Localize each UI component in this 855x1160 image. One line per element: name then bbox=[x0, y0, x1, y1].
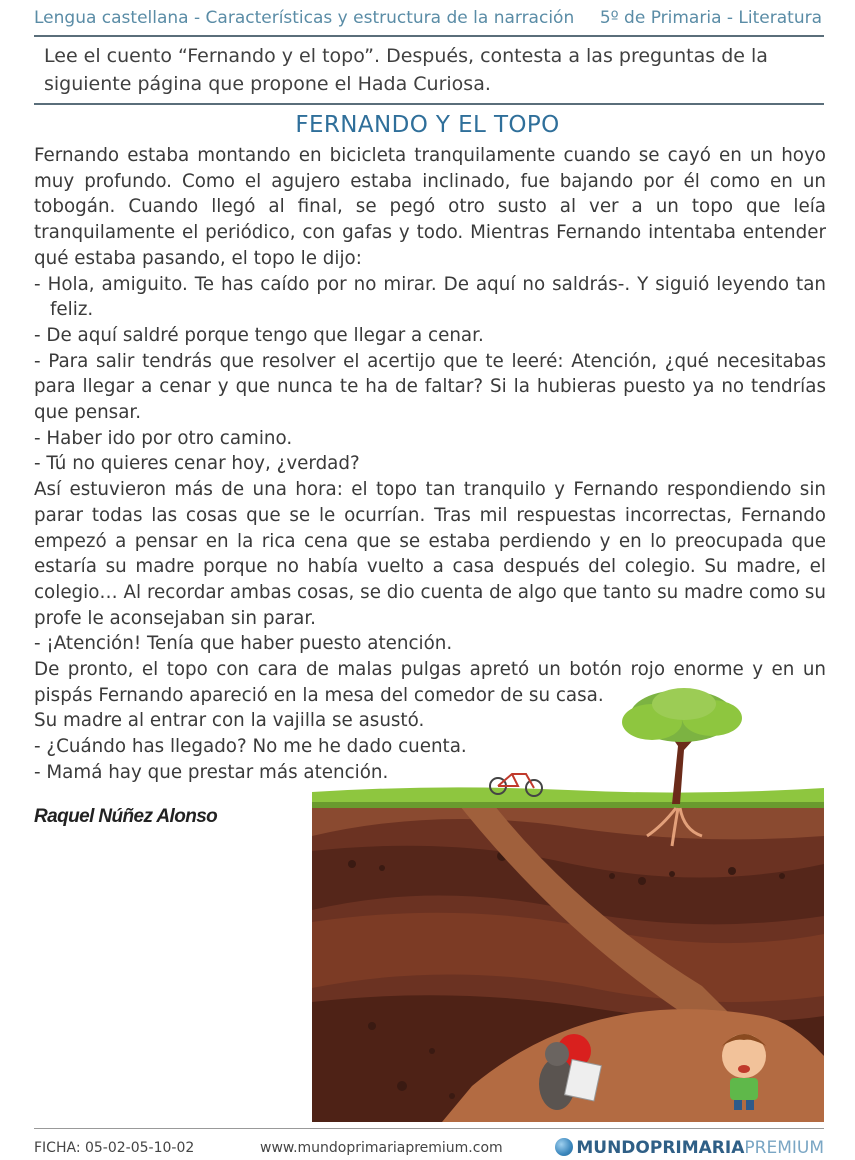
footer-divider bbox=[34, 1128, 824, 1129]
header-divider bbox=[34, 35, 824, 37]
paragraph: Así estuvieron más de una hora: el topo tan tranquilo y Fernando respondiendo sin parar todas las cosas que se le ocurrían. Tras mil respuestas incorrectas, Fernando empezó a pensar en la rica cena que se estaba perdiendo y en lo preocupada que estaría su madre porque no había vuelto a casa después del colegio. Su madre, el colegio… Al recordar ambas cosas, se dio cuenta de algo que tanto su madre como su profe le aconsejaban sin parar. bbox=[34, 479, 826, 629]
dialogue-line: - Hola, amiguito. Te has caído por no mirar. De aquí no saldrás-. Y siguió leyendo tan feliz. bbox=[34, 273, 826, 321]
dialogue-line: - ¿Cuándo has llegado? No me he dado cuenta. bbox=[34, 736, 467, 758]
paragraph: Su madre al entrar con la vajilla se asustó. bbox=[34, 710, 425, 732]
page-footer bbox=[34, 1136, 824, 1160]
underground-illustration bbox=[312, 686, 824, 1122]
website-link[interactable]: www.mundoprimariapremium.com bbox=[260, 1140, 503, 1156]
dialogue-line: - Para salir tendrás que resolver el acertijo que te leeré: Atención, ¿qué necesitabas para llegar a cenar y que nunca te ha de faltar? Si la hubieras puesto ya no tendrías que pensar. bbox=[34, 350, 826, 424]
globe-icon bbox=[555, 1138, 573, 1156]
dialogue-line: - Mamá hay que prestar más atención. bbox=[34, 761, 389, 783]
paragraph: De pronto, el topo con cara de malas pulgas apretó un botón rojo enorme y en un pispás Fernando apareció en la mesa del comedor de su casa. bbox=[34, 659, 826, 706]
dialogue-line: - Haber ido por otro camino. bbox=[34, 427, 293, 449]
subject-label: Lengua castellana - Características y estructura de la narración bbox=[34, 8, 575, 28]
dialogue-line: - Tú no quieres cenar hoy, ¿verdad? bbox=[34, 453, 360, 475]
dialogue-line: - ¡Atención! Tenía que haber puesto atención. bbox=[34, 633, 453, 655]
dialogue-line: - De aquí saldré porque tengo que llegar a cenar. bbox=[34, 324, 484, 346]
instructions-divider bbox=[34, 103, 824, 105]
ficha-code: FICHA: 05-02-05-10-02 bbox=[34, 1140, 195, 1156]
grade-label: 5º de Primaria - Literatura bbox=[599, 8, 822, 28]
author-name: Raquel Núñez Alonso bbox=[34, 806, 218, 827]
grass-edge bbox=[312, 802, 824, 808]
page-header bbox=[34, 6, 822, 34]
brand-logo: MUNDOPRIMARIAPREMIUM bbox=[555, 1138, 824, 1158]
story-title: FERNANDO Y EL TOPO bbox=[295, 112, 560, 138]
instructions: Lee el cuento “Fernando y el topo”. Después, contesta a las preguntas de la siguiente página que propone el Hada Curiosa. bbox=[44, 45, 768, 95]
grass bbox=[312, 787, 824, 804]
paragraph: Fernando estaba montando en bicicleta tranquilamente cuando se cayó en un hoyo muy profundo. Como el agujero estaba inclinado, fue bajando por él como en un tobogán. Cuando llegó al final, se pegó otro susto al ver a un topo que leía tranquilamente el periódico, con gafas y todo. Mientras Fernando intentaba entender qué estaba pasando, el topo le dijo: bbox=[34, 145, 826, 269]
